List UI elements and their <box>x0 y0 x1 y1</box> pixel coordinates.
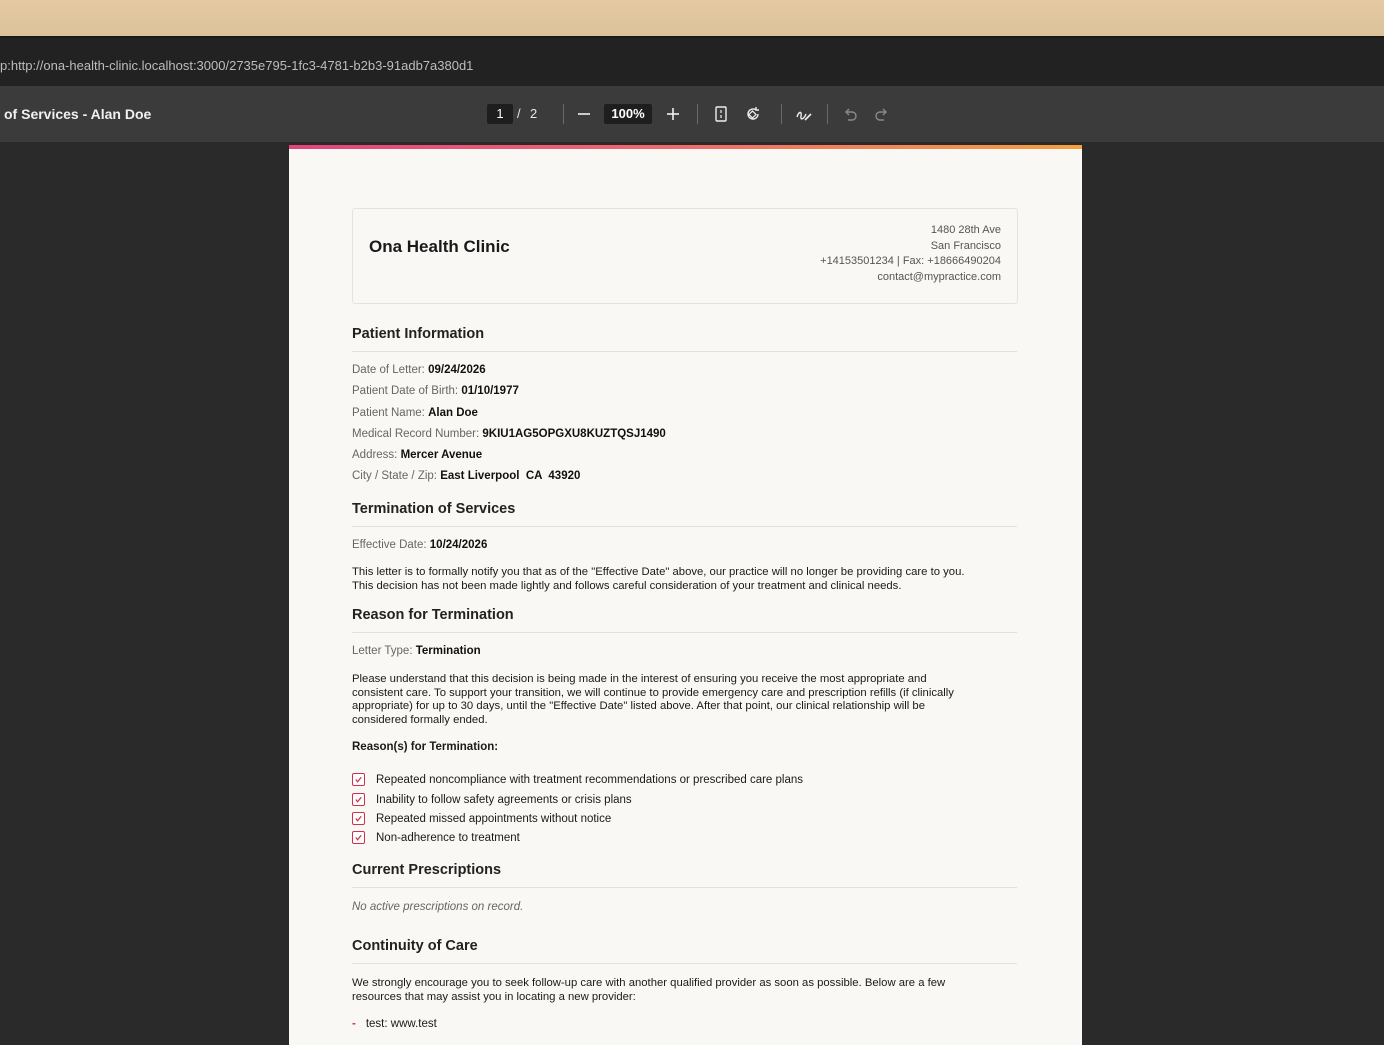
section-title: Current Prescriptions <box>352 862 1017 888</box>
field-patient-name: Patient Name: Alan Doe <box>352 407 478 419</box>
reason-item: Repeated noncompliance with treatment recommendations or prescribed care plans <box>352 773 803 786</box>
checkbox-checked[interactable] <box>352 773 365 786</box>
address-bar[interactable] <box>0 38 1384 86</box>
section-title: Reason for Termination <box>352 607 1017 633</box>
reason-item: Non-adherence to treatment <box>352 831 520 844</box>
fit-page-button[interactable] <box>710 103 732 125</box>
checkbox-checked[interactable] <box>352 812 365 825</box>
check-icon <box>354 814 363 823</box>
pdf-toolbar <box>0 86 1384 142</box>
field-mrn: Medical Record Number: 9KIU1AG5OPGXU8KUZTQSJ1490 <box>352 428 666 440</box>
field-address: Address: Mercer Avenue <box>352 449 483 461</box>
pdf-page <box>289 145 1082 1045</box>
reason-body: Please understand that this decision is being made in the interest of ensuring you receive the most appropriate and consistent care. To support your transition, we will continue to provide emergency care and prescription refills (if clinically appropriate) for up to 30 days, until the "Effective Date" listed above. After that point, our clinical relationship will be considered formally ended. <box>352 673 954 726</box>
minus-icon <box>575 105 593 123</box>
no-prescriptions-text: No active prescriptions on record. <box>352 901 524 913</box>
toolbar-divider <box>781 104 782 124</box>
field-date-of-letter: Date of Letter: 09/24/2026 <box>352 364 486 376</box>
continuity-section <box>352 938 1017 964</box>
clinic-header-card <box>352 208 1018 304</box>
window-title-strip <box>0 0 1384 38</box>
clinic-name: Ona Health Clinic <box>369 237 510 256</box>
field-effective-date: Effective Date: 10/24/2026 <box>352 539 488 551</box>
check-icon <box>354 775 363 784</box>
undo-button[interactable] <box>839 103 861 125</box>
reasons-subtitle: Reason(s) for Termination: <box>352 741 499 753</box>
clinic-address <box>820 223 1001 286</box>
page-separator: / <box>517 106 521 121</box>
rotate-button[interactable] <box>742 103 764 125</box>
field-dob: Patient Date of Birth: 01/10/1977 <box>352 385 519 397</box>
zoom-level-input[interactable]: 100% <box>604 104 652 124</box>
clinic-email: contact@mypractice.com <box>877 271 1001 284</box>
bullet-dash: - <box>352 1018 356 1030</box>
redo-icon <box>873 105 891 123</box>
check-icon <box>354 795 363 804</box>
draw-icon <box>795 105 813 123</box>
document-title: of Services - Alan Doe <box>4 106 152 122</box>
section-title: Patient Information <box>352 326 1017 352</box>
reason-item: Inability to follow safety agreements or crisis plans <box>352 793 632 806</box>
clinic-phone-fax: +14153501234 | Fax: +18666490204 <box>820 255 1001 268</box>
clinic-address-line1: 1480 28th Ave <box>930 224 1001 236</box>
section-title: Termination of Services <box>352 501 1017 527</box>
toolbar-divider <box>827 104 828 124</box>
page-number-input[interactable]: 1 <box>487 104 513 124</box>
reason-section <box>352 607 1017 633</box>
patient-info-section <box>352 326 1017 352</box>
field-city-state-zip: City / State / Zip: East Liverpool CA 43920 <box>352 470 581 482</box>
continuity-body: We strongly encourage you to seek follow-up care with another qualified provider as soon as possible. Below are a few resources that may assist you in locating a new provider: <box>352 977 946 1003</box>
reason-item: Repeated missed appointments without notice <box>352 812 611 825</box>
clinic-address-line2: San Francisco <box>930 239 1001 252</box>
draw-button[interactable] <box>793 103 815 125</box>
section-title: Continuity of Care <box>352 938 1017 964</box>
field-letter-type: Letter Type: Termination <box>352 645 481 657</box>
toolbar-divider <box>563 104 564 124</box>
checkbox-checked[interactable] <box>352 793 365 806</box>
check-icon <box>354 833 363 842</box>
termination-section <box>352 501 1017 527</box>
fit-page-icon <box>712 105 730 123</box>
checkbox-checked[interactable] <box>352 831 365 844</box>
undo-icon <box>841 105 859 123</box>
termination-body: This letter is to formally notify you that as of the "Effective Date" above, our practice will no longer be providing care to you. This decision has not been made lightly and follows careful consideration of your treatment and clinical needs. <box>352 566 965 592</box>
page-accent-bar <box>289 145 1082 149</box>
zoom-out-button[interactable] <box>573 103 595 125</box>
total-pages: 2 <box>530 106 538 121</box>
toolbar-divider <box>697 104 698 124</box>
url-text[interactable]: p:http://ona-health-clinic.localhost:3000/2735e795-1fc3-4781-b2b3-91adb7a380d1 <box>0 58 474 73</box>
redo-button[interactable] <box>871 103 893 125</box>
plus-icon <box>664 105 682 123</box>
rotate-icon <box>744 105 762 123</box>
prescriptions-section <box>352 862 1017 888</box>
resource-item: - test: www.test <box>352 1018 437 1030</box>
zoom-in-button[interactable] <box>662 103 684 125</box>
